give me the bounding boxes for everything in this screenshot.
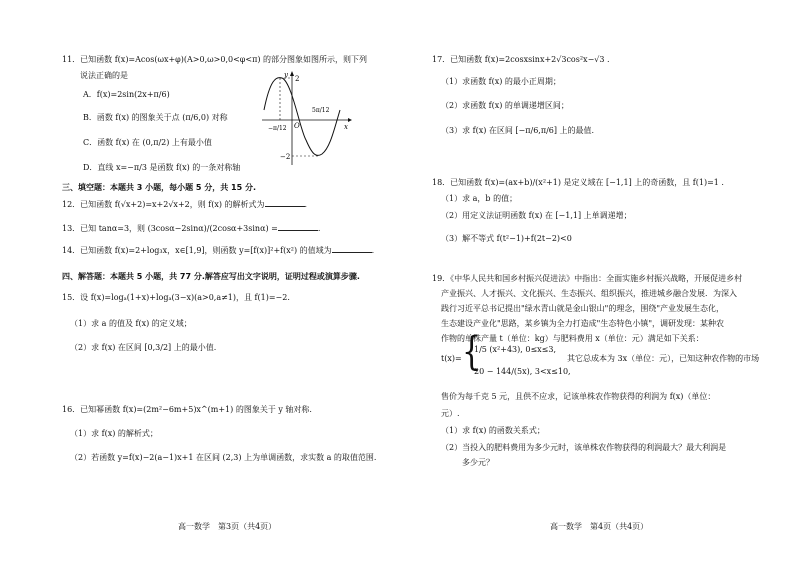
q14: 14．已知函数 f(x)=2+log₃x，x∈[1,9]，则函数 y=[f(x)]²+f(x²) 的值域为 . xyxy=(62,246,375,255)
graph-y-bottom: −2 xyxy=(280,153,291,161)
q16-stem: 16．已知幂函数 f(x)=(2m²−6m+5)x^(m+1) 的图象关于 y 轴对称. xyxy=(62,405,312,414)
q19-line5: 作物的单株产量 t（单位：kg）与肥料费用 x（单位：元）满足如下关系： xyxy=(441,334,704,343)
q19-part2: （2）当投入的肥料费用为多少元时，该单株农作物获得的利润最大？最大利润是 xyxy=(441,443,727,452)
graph-y-label: y xyxy=(284,71,288,79)
q19-tx-label: t(x)= xyxy=(441,354,462,363)
q11-option-a: A．f(x)=2sin(2x+π/6) xyxy=(83,90,170,99)
q19-line4: 生态建设产业化"思路，某乡镇为全力打造成"生态特色小镇"，调研发现：某种农 xyxy=(441,319,725,328)
q11-cosine-graph xyxy=(262,70,352,165)
x-axis-arrow xyxy=(348,118,352,122)
graph-tick-right: 5π/12 xyxy=(312,107,330,114)
graph-x-label: x xyxy=(344,123,348,131)
q19-part2b: 多少元？ xyxy=(462,458,494,467)
q12-answer-blank[interactable] xyxy=(265,198,305,207)
q16-part1: （1）求 f(x) 的解析式； xyxy=(70,429,158,438)
graph-origin: O xyxy=(294,122,300,130)
q19-part1: （1）求 f(x) 的函数关系式； xyxy=(441,426,545,435)
q11-stem: 11．已知函数 f(x)=Acos(ωx+φ)(A>0,ω>0,0<φ<π) 的部分图象如图所示，则下列 xyxy=(62,55,368,64)
graph-y-top: 2 xyxy=(295,75,300,83)
q18-part1: （1）求 a，b 的值； xyxy=(441,194,518,203)
q13: 13．已知 tanα=3，则 (3cosα−2sinα)/(2cosα+3sinα) = . xyxy=(62,224,321,233)
y-axis-arrow xyxy=(290,71,294,76)
q15-part1: （1）求 a 的值及 f(x) 的定义域； xyxy=(70,319,192,328)
q19-line1: 19．《中华人民共和国乡村振兴促进法》中指出：全面实施乡村振兴战略，开展促进乡村 xyxy=(432,274,743,283)
q15-stem: 15．设 f(x)=logₐ(1+x)+logₐ(3−x)(a>0,a≠1)，且 f(1)=−2. xyxy=(62,293,290,302)
q17-part1: （1）求函数 f(x) 的最小正周期； xyxy=(441,77,561,86)
q14-answer-blank[interactable] xyxy=(332,244,372,253)
q15-part2: （2）求 f(x) 在区间 [0,3/2] 上的最小值. xyxy=(70,343,217,352)
section-3-heading: 三、填空题：本题共 3 小题，每小题 5 分，共 15 分. xyxy=(62,183,257,192)
q19-after: 其它总成本为 3x（单位：元），已知这种农作物的市场 xyxy=(567,354,760,363)
q17-part3: （3）求 f(x) 在区间 [−π/6,π/6] 上的最值. xyxy=(441,126,595,135)
q18-stem: 18．已知函数 f(x)=(ax+b)/(x²+1) 是定义域在 [−1,1] 上的奇函数，且 f(1)=1 . xyxy=(432,178,724,187)
q13-answer-blank[interactable] xyxy=(278,222,318,231)
q18-part3: （3）解不等式 f(t²−1)+f(2t−2)<0 xyxy=(441,234,572,243)
q11-option-d: D．直线 x=−π/3 是函数 f(x) 的一条对称轴 xyxy=(83,163,241,172)
q17-part2: （2）求函数 f(x) 的单调递增区间； xyxy=(441,101,569,110)
q12: 12．已知函数 f(√x+2)=x+2√x+2，则 f(x) 的解析式为 . xyxy=(62,200,308,209)
q19-line6: 售价为每千克 5 元，且供不应求，记该单株农作物获得的利润为 f(x)（单位： xyxy=(441,392,716,401)
right-page-footer: 高一数学 第4页（共4页） xyxy=(550,522,649,531)
q19-line7: 元）. xyxy=(441,409,460,418)
piecewise-brace: { xyxy=(462,329,482,376)
q16-part2: （2）若函数 y=f(x)−2(a−1)x+1 在区间 (2,3) 上为单调函数，求实数 a 的取值范围. xyxy=(70,453,377,462)
q19-piece2: 20 − 144/(5x), 3<x≤10, xyxy=(474,367,571,376)
left-page-footer: 高一数学 第3页（共4页） xyxy=(178,522,277,531)
q17-stem: 17．已知函数 f(x)=2cosxsinx+2√3cos²x−√3 . xyxy=(432,55,610,64)
q18-part2: （2）用定义法证明函数 f(x) 在 [−1,1] 上单调递增； xyxy=(441,211,632,220)
q19-line3: 践行习近平总书记提出"绿水青山就是金山银山"的理念，围绕"产业发展生态化， xyxy=(441,304,725,313)
q19-piece1: 1/5 (x²+43), 0≤x≤3, xyxy=(474,345,556,354)
section-4-heading: 四、解答题：本题共 5 小题，共 77 分.解答应写出文字说明，证明过程或演算步骤. xyxy=(62,272,360,281)
q19-line2: 产业振兴、人才振兴、文化振兴、生态振兴、组织振兴，推进城乡融合发展．为深入 xyxy=(441,289,737,298)
cosine-curve xyxy=(264,78,340,156)
q11-option-c: C．函数 f(x) 在 (0,π/2) 上有最小值 xyxy=(83,138,212,147)
q11-option-b: B．函数 f(x) 的图象关于点 (π/6,0) 对称 xyxy=(83,113,228,122)
graph-tick-left: −π/12 xyxy=(268,125,287,132)
q11-stem2: 说法正确的是 xyxy=(80,71,128,80)
